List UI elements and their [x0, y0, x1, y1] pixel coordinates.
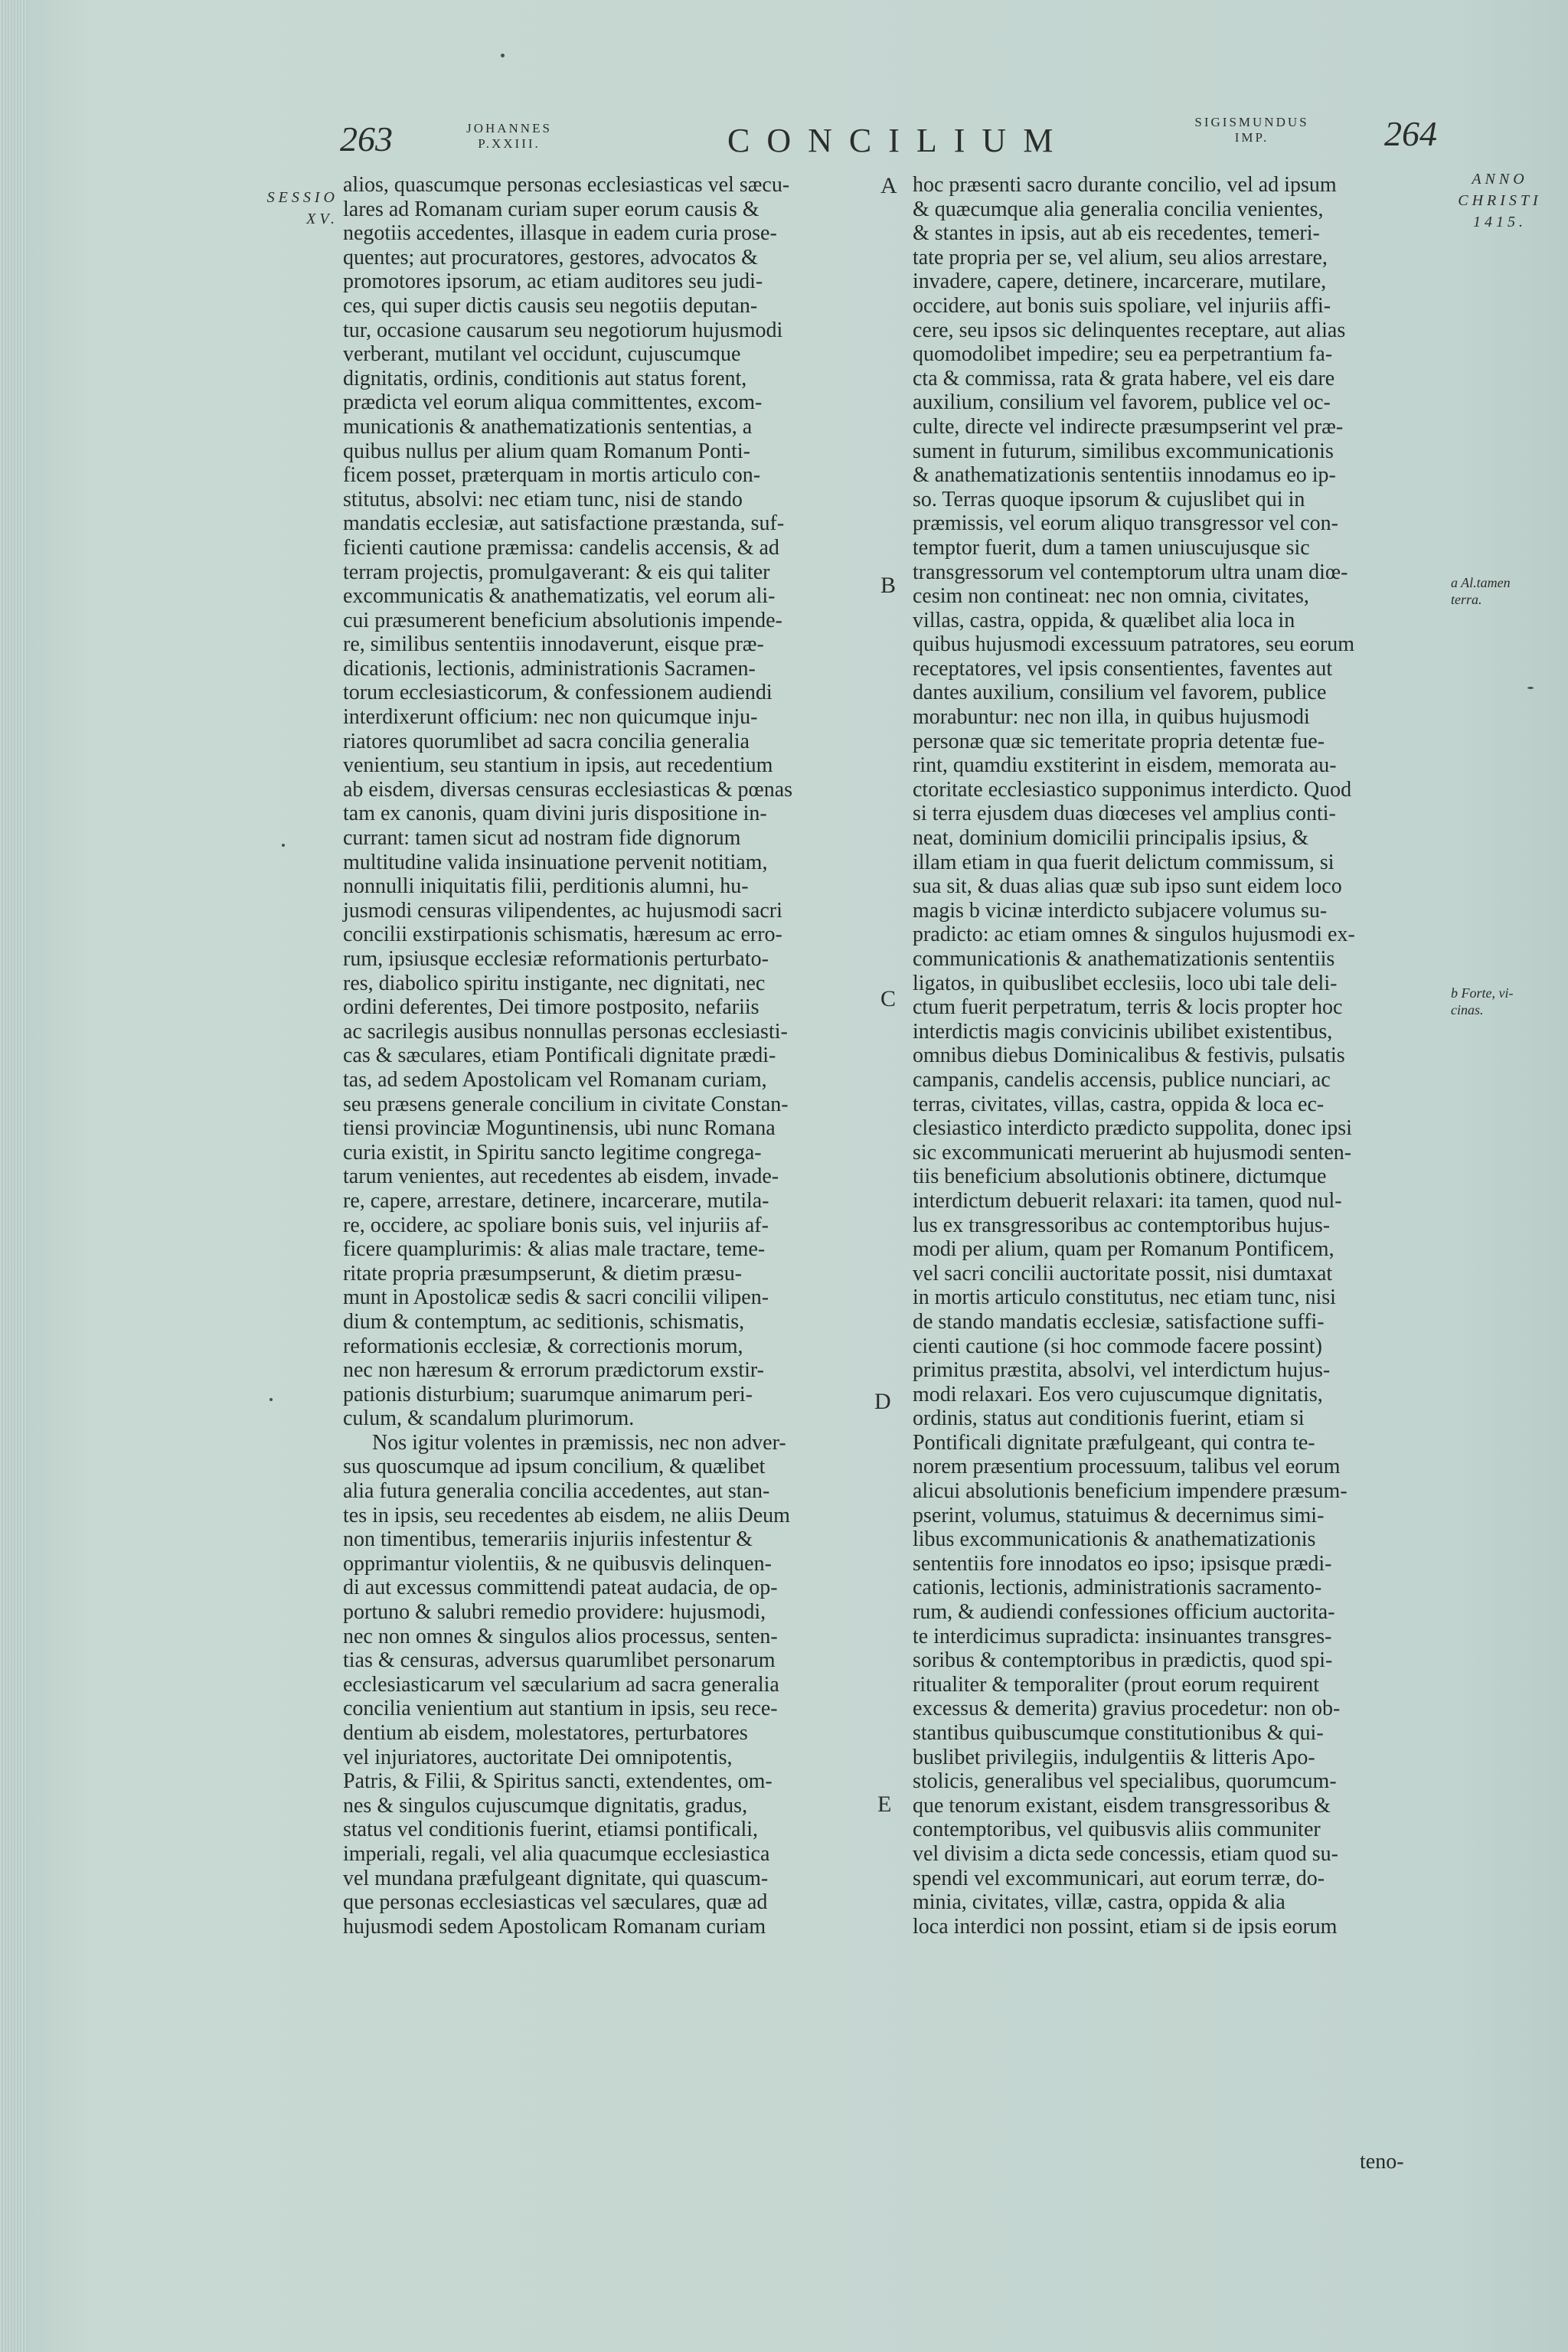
session-line2: XV. — [306, 211, 338, 227]
page-title: CONCILIUM — [727, 122, 1070, 159]
section-letter-a: A — [880, 173, 897, 198]
right-page-number: 264 — [1384, 114, 1437, 153]
session-marginal — [239, 187, 338, 230]
footnote-b-marginal: b Forte, vi- cinas. — [1451, 985, 1514, 1018]
page-spine-edge — [0, 0, 26, 2352]
catchword: teno- — [1360, 2150, 1404, 2174]
right-text-column — [913, 173, 1444, 1939]
section-letter-d: D — [874, 1389, 891, 1414]
section-letter-b: B — [880, 573, 897, 598]
ink-speck — [1527, 687, 1534, 689]
session-line1: SESSIO — [266, 189, 338, 206]
right-running-head-line2: IMP. — [1234, 130, 1269, 145]
left-running-head-line2: P.XXIII. — [478, 136, 541, 151]
right-paragraph-1: hoc præsenti sacro durante concilio, vel ad ipsum & quæcumque alia generalia concilia venientes, & stantes in ipsis, aut ab eis recedentes, temeri- tate propria per se, vel alium, seu alios arrestare, invadere, capere, detinere, incarcerare, mutilare, occidere, aut bonis suis spoliare, vel injuriis affi- cere, seu ipsos sic delinquentes receptare, aut alias quomodolibet impedire; seu ea perpetrantium fa- cta & commissa, rata & grata habere, vel eis dare auxilium, consilium vel favorem, publice vel oc- culte, directe vel indirecte præsumpserint vel præ- sument in futurum, similibus excommunicationis & anathematizationis sententiis innodamus eo ip- so. Terras quoque ipsorum & cujuslibet qui in præmissis, vel eorum aliquo transgressor vel con- temptor fuerit, dum a tamen uniuscujusque sic transgressorum vel contemptorum ultra unam diœ- cesim non contineat: nec non omnia, civitates, villas, castra, oppida, & quælibet alia loca in quibus hujusmodi excessuum patratores, seu eorum receptatores, vel ipsis consentientes, faventes aut dantes auxilium, consilium vel favorem, publice morabuntur: nec non illa, in quibus hujusmodi personæ quæ sic temeritate propria detentæ fue- rint, quamdiu exstiterint in eisdem, memorata au- ctoritate ecclesiastico supponimus interdicto. Quod si terra ejusdem duas diœceses vel amplius conti- neat, dominium domicilii principalis ipsius, & illam etiam in qua fuerit delictum commissum, si sua sit, & duas alias quæ sub ipso sunt eidem loco magis b vicinæ interdicto subjacere volumus su- pradicto: ac etiam omnes & singulos hujusmodi ex- communicationis & anathematizationis sententiis ligatos, in quibuslibet ecclesiis, loco ubi tale deli- ctum fuerit perpetratum, terris & locis propter hoc interdictis magis convicinis ubilibet existentibus, omnibus diebus Dominicalibus & festivis, pulsatis campanis, candelis accensis, publice nunciari, ac terras, civitates, villas, castra, oppida & loca ec- clesiastico interdicto prædicto suppolita, donec ipsi sic excommunicati meruerint ab hujusmodi senten- tiis beneficium absolutionis obtinere, dictumque interdictum debuerit relaxari: ita tamen, quod nul- lus ex transgressoribus ac contemptoribus hujus- modi per alium, quam per Romanum Pontificem, vel sacri concilii auctoritate possit, nisi dumtaxat in mortis articulo constitutus, nec etiam tunc, nisi de stando mandatis ecclesiæ, satisfactione suffi- cienti cautione (si hoc commode facere possint) primitus præstita, absolvi, vel interdictum hujus- modi relaxari. Eos vero cujuscumque dignitatis, ordinis, status aut conditionis fuerint, etiam si Pontificali dignitate præfulgeant, qui contra te- norem præsentium processuum, talibus vel eorum alicui absolutionis beneficium impendere præsum- pserint, volumus, statuimus & decernimus simi- libus excommunicationis & anathematizationis sententiis fore innodatos eo ipso; ipsisque prædi- cationis, lectionis, administrationis sacramento- rum, & audiendi confessiones officium auctorita- te interdicimus supradicta: insinuantes transgres- soribus & contemptoribus in prædictis, quod spi- ritualiter & temporaliter (prout eorum requirent excessus & demerita) gravius procedetur: non ob- stantibus quibuscumque constitutionibus & qui- buslibet privilegiis, indulgentiis & litteris Apo- stolicis, generalibus vel specialibus, quorumcum- que tenorum existant, eisdem transgressoribus & contemptoribus, vel quibusvis aliis communiter vel divisim a dicta sede concessis, etiam quod su- spendi vel excommunicari, aut eorum terræ, do- minia, civitates, villæ, castra, oppida & alia loca interdici non possint, etiam si de ipsis eorum — [913, 173, 1355, 1939]
ink-speck — [282, 844, 285, 847]
ink-speck — [270, 1398, 273, 1401]
anno-line3: 1415. — [1473, 214, 1527, 230]
footnote-a-marginal: a Al.tamen terra. — [1451, 575, 1511, 607]
anno-christi-marginal — [1450, 168, 1550, 233]
ink-speck — [501, 54, 505, 57]
section-letter-e: E — [877, 1792, 892, 1817]
anno-line1: ANNO — [1472, 171, 1528, 188]
left-running-head-line1: JOHANNES — [466, 121, 552, 136]
left-page-number: 263 — [340, 119, 393, 158]
right-running-head-line1: SIGISMUNDUS — [1194, 115, 1309, 129]
left-paragraph-1: alios, quascumque personas ecclesiasticas vel sæcu- lares ad Romanam curiam super eorum causis & negotiis accedentes, illasque in eadem curia prose- quentes; aut procuratores, gestores, advocatos & promotores ipsorum, ac etiam auditores seu judi- ces, qui super dictis causis seu negotiis deputan- tur, occasione causarum seu negotiorum hujusmodi verberant, mutilant vel occidunt, cujuscumque dignitatis, ordinis, conditionis aut status forent, prædicta vel eorum aliqua committentes, excom- municationis & anathematizationis sententias, a quibus nullus per alium quam Romanum Ponti- ficem posset, præterquam in mortis articulo con- stitutus, absolvi: nec etiam tunc, nisi de stando mandatis ecclesiæ, aut satisfactione præstanda, suf- ficienti cautione præmissa: candelis accensis, & ad terram projectis, promulgaverant: & eis qui taliter excommunicatis & anathematizatis, vel eorum ali- cui præsumerent beneficium absolutionis impende- re, similibus sententiis innodaverunt, eisque præ- dicationis, lectionis, administrationis Sacramen- torum ecclesiasticorum, & confessionem audiendi interdixerunt officium: nec non quicumque inju- riatores quorumlibet ad sacra concilia generalia venientium, seu stantium in ipsis, aut recedentium ab eisdem, diversas censuras ecclesiasticas & pœnas tam ex canonis, quam divini juris dispositione in- currant: tamen sicut ad nostram fide dignorum multitudine valida insinuatione pervenit notitiam, nonnulli iniquitatis filii, perditionis alumni, hu- jusmodi censuras vilipendentes, ac hujusmodi sacri concilii exstirpationis schismatis, hæresum ac erro- rum, ipsiusque ecclesiæ reformationis perturbato- res, diabolico spiritu instigante, nec dignitati, nec ordini deferentes, Dei timore postposito, nefariis ac sacrilegis ausibus nonnullas personas ecclesiasti- cas & sæculares, etiam Pontificali dignitate prædi- tas, ad sedem Apostolicam vel Romanam curiam, seu præsens generale concilium in civitate Constan- tiensi provinciæ Moguntinensis, ubi nunc Romana curia existit, in Spiritu sancto legitime congrega- tarum venientes, aut recedentes ab eisdem, invade- re, capere, arrestare, detinere, incarcerare, mutila- re, occidere, ac spoliare bonis suis, vel injuriis af- ficere quamplurimis: & alias male tractare, teme- ritate propria præsumpserunt, & dietim præsu- munt in Apostolicæ sedis & sacri concilii vilipen- dium & contemptum, ac seditionis, schismatis, reformationis ecclesiæ, & correctionis morum, nec non hæresum & errorum prædictorum exstir- pationis disturbium; suarumque animarum peri- culum, & scandalum plurimorum. — [343, 173, 793, 1431]
section-letter-c: C — [880, 986, 897, 1011]
left-text-column — [343, 173, 870, 1939]
left-paragraph-2: Nos igitur volentes in præmissis, nec non adver- sus quoscumque ad ipsum concilium, & quælibet alia futura generalia concilia accedentes, aut stan- tes in ipsis, seu recedentes ab eisdem, ne aliis Deum non timentibus, temerariis injuriis infestentur & opprimantur violentiis, & ne quibusvis delinquen- di aut excessus committendi pateat audacia, de op- portuno & salubri remedio providere: hujusmodi, nec non omnes & singulos alios processus, senten- tias & censuras, adversus quarumlibet personarum ecclesiasticarum vel sæcularium ad sacra generalia concilia venientium aut stantium in ipsis, seu rece- dentium ab eisdem, molestatores, perturbatores vel injuriatores, auctoritate Dei omnipotentis, Patris, & Filii, & Spiritus sancti, extendentes, om- nes & singulos cujuscumque dignitatis, gradus, status vel conditionis fuerint, etiamsi pontificali, imperiali, regali, vel alia quacumque ecclesiastica vel mundana præfulgeant dignitate, qui quascum- que personas ecclesiasticas vel sæculares, quæ ad hujusmodi sedem Apostolicam Romanam curiam — [343, 1430, 790, 1939]
right-running-head — [1171, 115, 1332, 145]
left-running-head — [452, 121, 567, 152]
anno-line2: CHRISTI — [1458, 192, 1542, 209]
